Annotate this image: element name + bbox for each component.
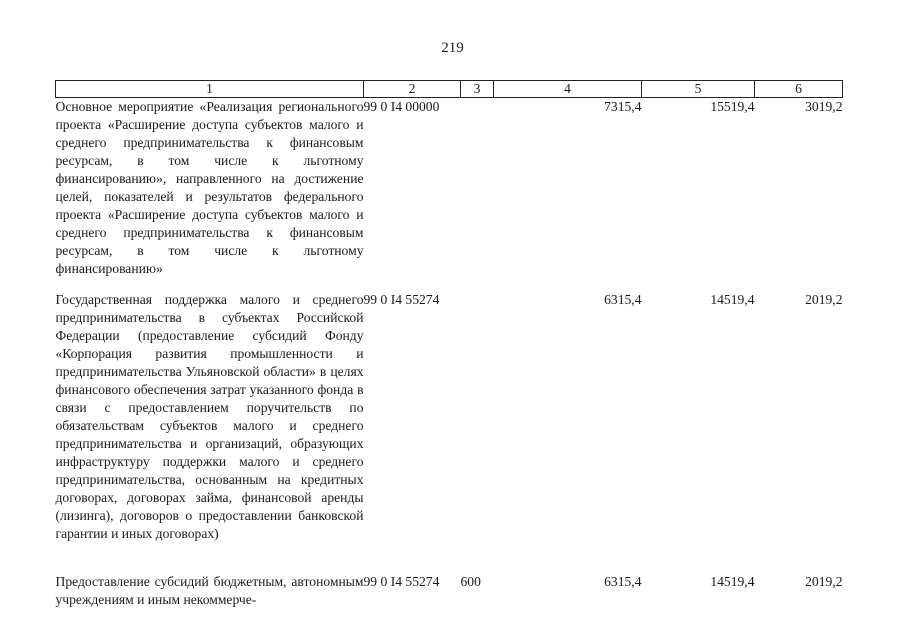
row-amount-col6: 2019,2 <box>805 292 843 307</box>
column-header-2: 2 <box>364 81 461 98</box>
page-number: 219 <box>441 40 464 56</box>
header-row <box>56 81 843 98</box>
table-row <box>56 291 843 573</box>
row-amount-col6: 2019,2 <box>805 574 843 589</box>
row-target-code: 99 0 I4 00000 <box>363 99 440 114</box>
budget-table <box>55 80 843 613</box>
row-description: Предоставление субсидий бюджетным, автономным учреждениям и иным некоммерче- <box>55 574 364 607</box>
row-amount-col5: 15519,4 <box>710 99 755 114</box>
row-description: Государственная поддержка малого и среднего предпринимательства в субъектах Российской Федерации (предоставление субсидий Фонду «Корпорация развития промышленности и предпринимательства Ульяновской области» в целях финансового обеспечения затрат указанного фонда в связи с предоставлением поручительств по обязательствам субъектов малого и среднего предпринимательства и организаций, образующих инфраструктуру поддержки малого и среднего предпринимательства, основанным на кредитных договорах, договорах займа, финансовой аренды (лизинга), договоров о предоставлении банковской гарантии и иных договорах) <box>55 292 364 541</box>
row-amount-col6: 3019,2 <box>805 99 843 114</box>
table-row <box>56 573 843 613</box>
column-header-6: 6 <box>755 81 843 98</box>
column-header-4: 4 <box>494 81 642 98</box>
column-header-3: 3 <box>461 81 494 98</box>
column-header-1: 1 <box>56 81 364 98</box>
row-amount-col5: 14519,4 <box>710 292 755 307</box>
row-amount-col4: 7315,4 <box>604 99 642 114</box>
row-target-code: 99 0 I4 55274 <box>363 292 440 307</box>
row-expense-type <box>461 98 494 292</box>
row-expense-type <box>461 291 494 573</box>
row-description: Основное мероприятие «Реализация регионального проекта «Расширение доступа субъектов малого и среднего предпринимательства к финансовым ресурсам, в том числе к льготному финансированию», направленного на достижение целей, показателей и результатов федерального проекта «Расширение доступа субъектов малого и среднего предпринимательства к финансовым ресурсам, в том числе к льготному финансированию» <box>55 99 364 276</box>
table-header <box>56 81 843 98</box>
table-row <box>56 98 843 292</box>
row-amount-col5: 14519,4 <box>710 574 755 589</box>
column-header-5: 5 <box>642 81 755 98</box>
row-amount-col4: 6315,4 <box>604 574 642 589</box>
row-amount-col4: 6315,4 <box>604 292 642 307</box>
row-expense-type: 600 <box>460 574 481 589</box>
row-target-code: 99 0 I4 55274 <box>363 574 440 589</box>
